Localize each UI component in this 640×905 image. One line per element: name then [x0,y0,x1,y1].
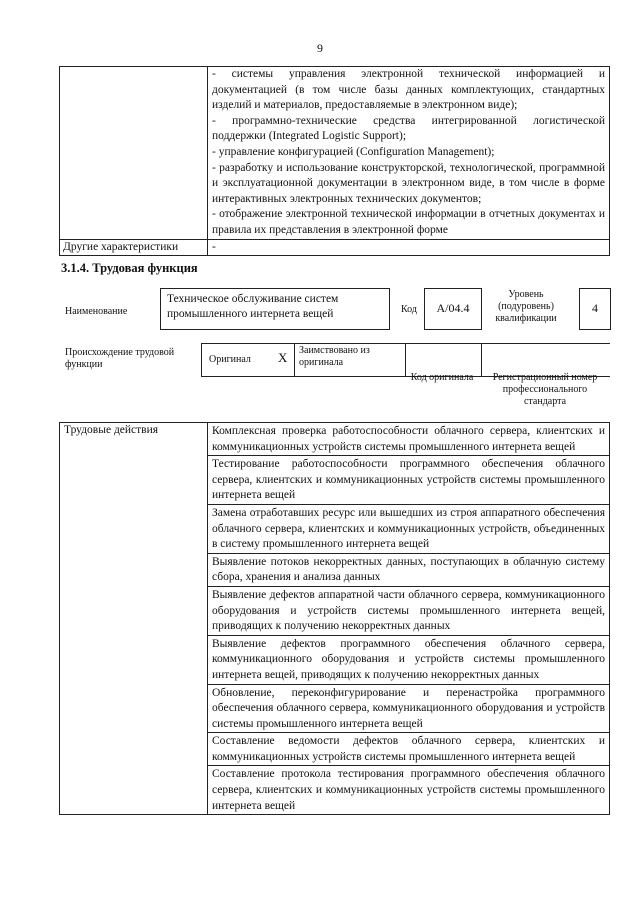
labor-action-item: Составление ведомости дефектов облачного сервера, клиентских и коммуникационных устройств системы промышленного интернета вещей [208,733,610,766]
labor-actions-table [59,422,610,815]
level-box [579,288,611,330]
labor-action-item: Выявление потоков некорректных данных, поступающих в облачную систему сбора, хранения и анализа данных [208,553,610,586]
level-label: Уровень (подуровень) квалификации [495,289,557,324]
empty-label-cell [60,67,208,240]
page-number: 9 [317,41,323,55]
labor-action-item: Комплексная проверка работоспособности облачного сервера, клиентских и коммуникационных устройств системы промышленного интернета вещей [208,423,610,456]
code-label: Код [401,304,417,315]
labor-action-item: Выявление дефектов программного обеспечения облачного сервера, коммуникационного оборудования и устройств системы промышленного интернета вещей, приводящих к получению некорректных данных [208,635,610,684]
labor-actions-label: Трудовые действия [60,423,208,815]
function-code: A/04.4 [436,301,470,315]
labor-action-item: Замена отработавших ресурс или вышедших из строя аппаратного обеспечения облачного сервера, клиентских и коммуникационных устройств, объединенных в систему промышленного интернета вещей [208,504,610,553]
list-item: - системы управления электронной технической информацией и документацией (в том числе базы данных комплектующих, стандартных изделий и материалов, предоставляемые в электронном виде); [212,68,605,112]
list-item: - программно-технические средства интегрированной логистической поддержки (Integrated Logistic Support); [212,114,605,143]
code-box [424,288,482,330]
table-row [60,423,610,456]
section-title: 3.1.4. Трудовая функция [61,261,198,275]
divider [481,344,482,376]
list-item: - управление конфигурацией (Configuration Management); [212,145,495,158]
name-label: Наименование [65,306,128,317]
level-value: 4 [592,301,598,315]
code-original-caption: Код оригинала [410,372,474,383]
characteristics-list [208,67,610,240]
table-row [60,67,610,240]
other-characteristics-value: - [208,239,610,256]
name-box [160,288,390,330]
divider [294,344,295,376]
labor-action-item: Составление протокола тестирования программного обеспечения облачного сервера, клиентских и коммуникационных устройств системы промышленного интернета вещей [208,766,610,815]
table-row [60,239,610,256]
borrowed-label: Заимствовано из оригинала [299,345,370,368]
original-label: Оригинал [209,354,251,365]
labor-action-item: Тестирование работоспособности программного обеспечения облачного сервера, клиентских и коммуникационных устройств системы промышленного интернета вещей [208,456,610,505]
labor-action-item: Выявление дефектов аппаратной части облачного сервера, коммуникационного оборудования и устройств системы промышленного интернета вещей, приводящих к получению некорректных данных [208,586,610,635]
origin-label: Происхождение трудовой функции [65,347,175,370]
list-item: - отображение электронной технической информации в отчетных документах и правила их представления в электронной форме [212,208,605,236]
reg-number-caption: Регистрационный номер профессионального стандарта [492,372,598,407]
characteristics-table [59,66,610,256]
function-name: Техническое обслуживание систем промышленного интернета вещей [167,293,339,320]
list-item: - разработку и использование конструкторской, технологической, программной и эксплуатационной документации в электронном виде, в том числе в форме интерактивных электронных технических документов; [212,161,605,205]
other-characteristics-label: Другие характеристики [60,239,208,256]
labor-action-item: Обновление, переконфигурирование и перенастройка программного обеспечения облачного сервера, коммуникационного оборудования и устройств системы промышленного интернета вещей [208,684,610,733]
original-mark: X [278,350,288,365]
